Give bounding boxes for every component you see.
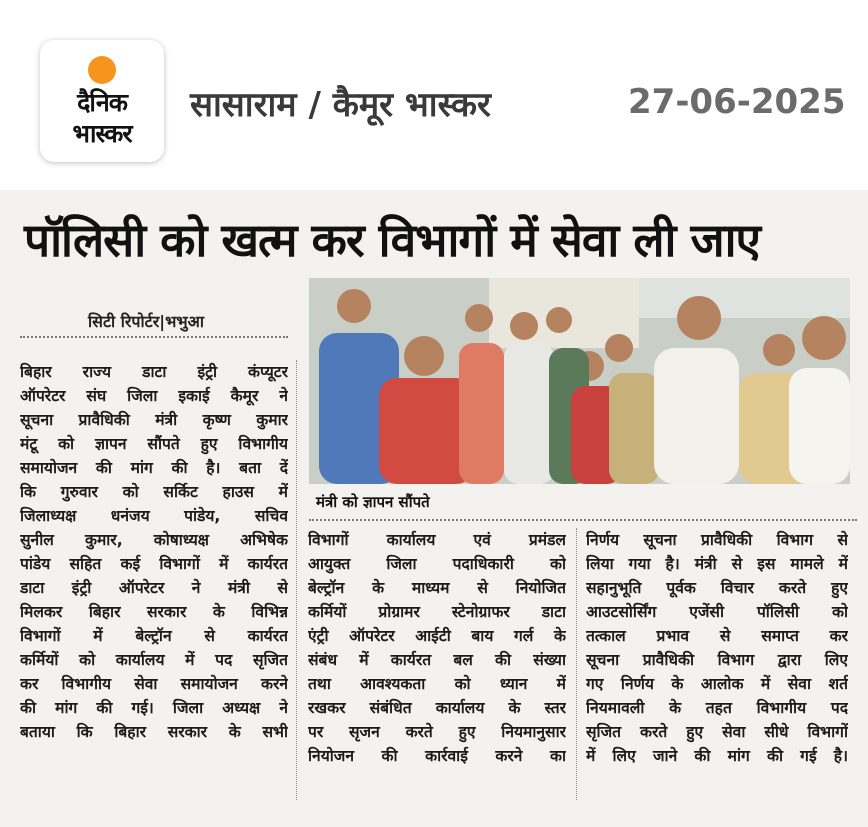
app-header bbox=[0, 0, 868, 190]
article-text-line: विभागों कार्यालय एवं प्रमंडल bbox=[308, 531, 566, 549]
article-text-line: नियमावली के तहत विभागीय पद bbox=[586, 699, 848, 717]
caption-divider bbox=[309, 519, 857, 521]
article-text-line: विभागों में बेल्ट्रॉन से कार्यरत bbox=[20, 627, 288, 645]
article-text-line: एंट्री ऑपरेटर आईटी बाय गर्ल के bbox=[308, 627, 566, 645]
article-text-line: सहानुभूति पूर्वक विचार करते हुए bbox=[586, 579, 848, 597]
article-text-line: तत्काल प्रभाव से समाप्त कर bbox=[586, 627, 848, 645]
group-photo-illustration bbox=[309, 278, 850, 484]
article-text-line: मिलकर बिहार सरकार के विभिन्न bbox=[20, 603, 288, 621]
edition-date: 27-06-2025 bbox=[628, 82, 846, 122]
article-photo bbox=[309, 278, 850, 484]
article-text-line: मंटू को ज्ञापन सौंपते हुए विभागीय bbox=[20, 435, 288, 453]
article-text-line: पर सृजन करते हुए नियमानुसार bbox=[308, 723, 566, 741]
article-text-line: पांडेय सहित कई विभागों में कार्यरत bbox=[20, 555, 288, 573]
article-column-2 bbox=[308, 528, 566, 768]
article-text-line: डाटा इंट्री ऑपरेटर ने मंत्री से bbox=[20, 579, 288, 597]
article-text-line: बेल्ट्रॉन के माध्यम से नियोजित bbox=[308, 579, 566, 597]
logo-text-line2: भास्कर bbox=[72, 119, 132, 148]
article-column-1 bbox=[20, 360, 288, 744]
article-text-line: कर्मियों प्रोग्रामर स्टेनोग्राफर डाटा bbox=[308, 603, 566, 621]
article-text-line: सूचना प्रावैधिकी विभाग द्वारा लिए bbox=[586, 651, 848, 669]
logo-text-line1: दैनिक bbox=[77, 88, 127, 117]
article-text-line: कर विभागीय सेवा समायोजन करने bbox=[20, 675, 288, 693]
photo-caption: मंत्री को ज्ञापन सौंपते bbox=[316, 493, 430, 511]
article-byline: सिटी रिपोर्टर|भभुआ bbox=[88, 312, 204, 331]
article-text-line: आयुक्त जिला पदाधिकारी को bbox=[308, 555, 566, 573]
article-text-line: बताया कि बिहार सरकार के सभी bbox=[20, 723, 288, 741]
edition-name: सासाराम / कैमूर भास्कर bbox=[190, 85, 491, 125]
article-text-line: बिहार राज्य डाटा इंट्री कंप्यूटर bbox=[20, 363, 288, 381]
article-text-line: लिया गया है। मंत्री से इस मामले में bbox=[586, 555, 848, 573]
article-text-line: सृजित करते हुए सेवा सीधे विभागों bbox=[586, 723, 848, 741]
article-text-line: कर्मियों को कार्यालय में पद सृजित bbox=[20, 651, 288, 669]
article-column-3 bbox=[586, 528, 848, 768]
article-text-line: में लिए जाने की मांग की गई है। bbox=[586, 747, 848, 765]
article-text-line: आउटसोर्सिंग एजेंसी पॉलिसी को bbox=[586, 603, 848, 621]
article-text-line: संबंध में कार्यरत बल की संख्या bbox=[308, 651, 566, 669]
article-text-line: तथा आवश्यकता को ध्यान में bbox=[308, 675, 566, 693]
article-text-line: सूचना प्रावैधिकी मंत्री कृष्ण कुमार bbox=[20, 411, 288, 429]
sun-icon bbox=[88, 56, 116, 84]
article-text-line: गए निर्णय के आलोक में सेवा शर्त bbox=[586, 675, 848, 693]
article-text-line: कि गुरुवार को सर्किट हाउस में bbox=[20, 483, 288, 501]
article-text-line: की मांग की गई। जिला अध्यक्ष ने bbox=[20, 699, 288, 717]
article-text-line: नियोजन की कार्रवाई करने का bbox=[308, 747, 566, 765]
article-text-line: निर्णय सूचना प्रावैधिकी विभाग से bbox=[586, 531, 848, 549]
article-text-line: रखकर संबंधित कार्यालय के स्तर bbox=[308, 699, 566, 717]
byline-divider bbox=[20, 336, 288, 338]
dainik-bhaskar-logo bbox=[40, 40, 164, 162]
column-divider-1 bbox=[296, 360, 297, 800]
article-text-line: ऑपरेटर संघ जिला इकाई कैमूर ने bbox=[20, 387, 288, 405]
column-divider-2 bbox=[576, 528, 577, 800]
article-headline: पॉलिसी को खत्म कर विभागों में सेवा ली जाए bbox=[24, 213, 760, 267]
article-text-line: समायोजन की मांग की है। बता दें bbox=[20, 459, 288, 477]
article-text-line: सुनील कुमार, कोषाध्यक्ष अभिषेक bbox=[20, 531, 288, 549]
article-text-line: जिलाध्यक्ष धनंजय पांडेय, सचिव bbox=[20, 507, 288, 525]
